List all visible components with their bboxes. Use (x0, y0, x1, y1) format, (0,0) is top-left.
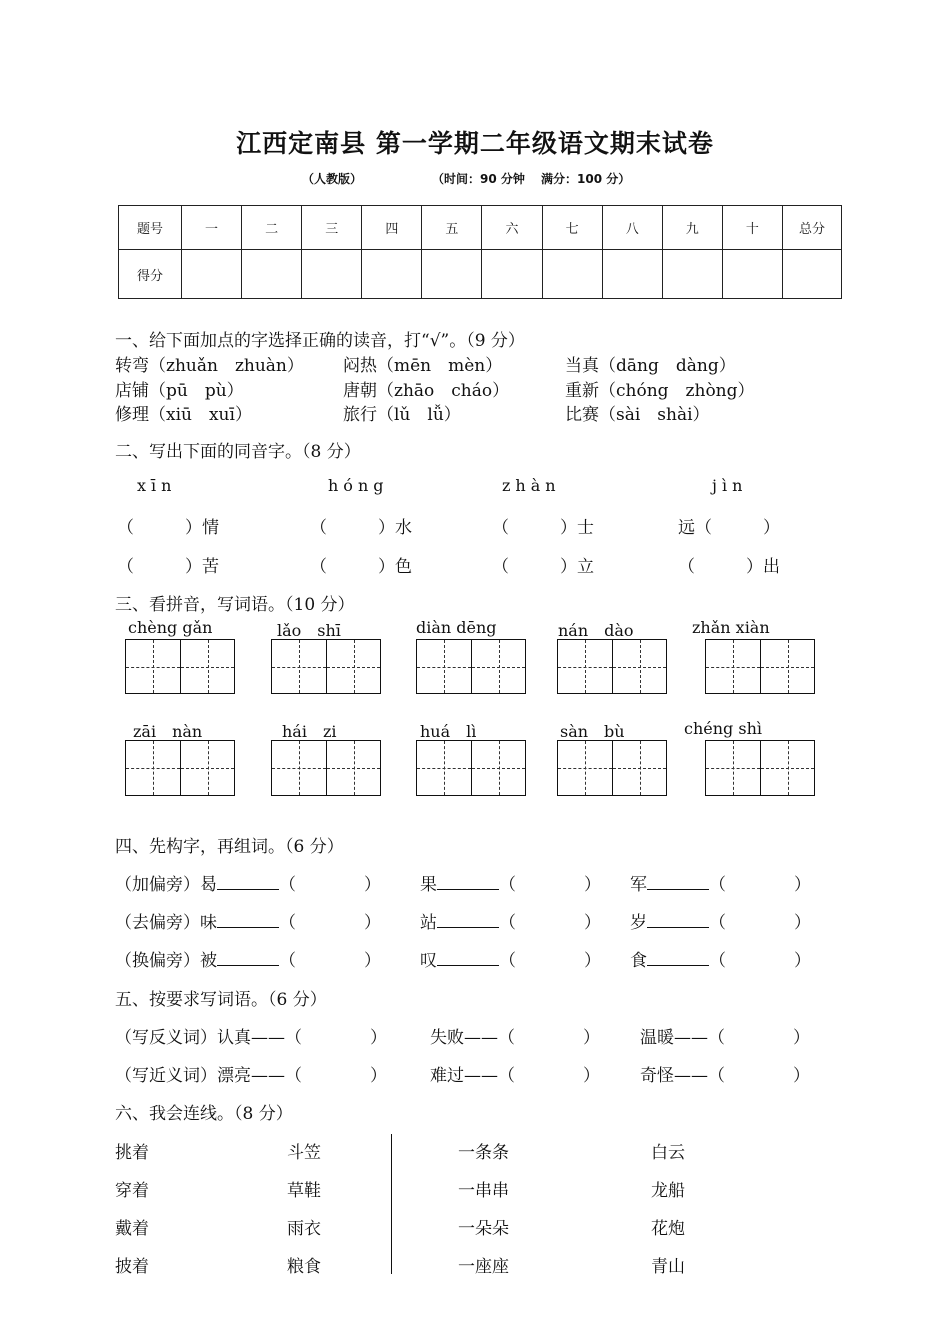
writing-grid[interactable] (557, 639, 667, 694)
pinyin-label: hóng (328, 476, 389, 495)
answer-blank[interactable] (647, 873, 709, 890)
compose-row (115, 870, 381, 895)
page-title: 江西定南县 第一学期二年级语文期末试卷 (236, 129, 714, 158)
compose-row (420, 870, 601, 895)
compose-row (115, 946, 381, 971)
score-cell[interactable] (482, 250, 542, 299)
score-table (118, 205, 842, 299)
compose-row (420, 908, 601, 933)
compose-row (630, 870, 811, 895)
table-header: 二 (242, 206, 302, 250)
writing-grid[interactable] (125, 740, 235, 796)
reading-option[interactable]: 重新（chóng zhòng） (565, 381, 755, 401)
compose-char: 食 (630, 951, 647, 971)
score-table-header-row (119, 206, 842, 250)
match-item[interactable]: 穿着 (115, 1181, 149, 1201)
table-header: 三 (302, 206, 362, 250)
writing-grid[interactable] (416, 740, 526, 796)
answer-blank[interactable] (437, 949, 499, 966)
compose-char: 军 (630, 875, 647, 895)
score-cell[interactable] (662, 250, 722, 299)
answer-blank[interactable] (217, 949, 279, 966)
pinyin-label: diàn dēng (416, 618, 497, 637)
answer-paren[interactable]: （ ） (709, 875, 811, 895)
answer-paren[interactable]: （ ） (709, 913, 811, 933)
table-header: 九 (662, 206, 722, 250)
score-cell[interactable] (783, 250, 842, 299)
match-item[interactable]: 花炮 (651, 1219, 685, 1239)
answer-paren[interactable]: （ ） (499, 913, 601, 933)
match-item[interactable]: 青山 (651, 1257, 685, 1277)
reading-option[interactable]: 当真（dāng dàng） (565, 356, 736, 376)
score-row-label: 得分 (119, 250, 182, 299)
answer-paren[interactable]: （ ） (499, 875, 601, 895)
reading-option[interactable]: 唐朝（zhāo cháo） (343, 381, 510, 401)
time-score-label: （时间：90 分钟 满分：100 分） (432, 172, 631, 186)
score-cell[interactable] (422, 250, 482, 299)
score-cell[interactable] (362, 250, 422, 299)
compose-char: 果 (420, 875, 437, 895)
match-item[interactable]: 一串串 (458, 1181, 509, 1201)
section-4-heading: 四、先构字，再组词。（6 分） (115, 837, 344, 857)
homophone-blank[interactable]: （ ）出 (678, 557, 780, 577)
table-header: 八 (602, 206, 662, 250)
score-cell[interactable] (182, 250, 242, 299)
answer-blank[interactable] (437, 911, 499, 928)
compose-label: （换偏旁）被 (115, 951, 217, 971)
answer-paren[interactable]: （ ） (279, 913, 381, 933)
writing-grid[interactable] (125, 639, 235, 694)
section-6-heading: 六、我会连线。（8 分） (115, 1104, 293, 1124)
homophone-blank[interactable]: （ ）情 (117, 518, 219, 538)
answer-paren[interactable]: （ ） (709, 951, 811, 971)
compose-row (630, 908, 811, 933)
pinyin-label: hái zi (282, 722, 337, 741)
match-item[interactable]: 草鞋 (287, 1181, 321, 1201)
homophone-blank[interactable]: （ ）立 (492, 557, 594, 577)
reading-option[interactable]: 闷热（mēn mèn） (343, 356, 503, 376)
match-item[interactable]: 挑着 (115, 1143, 149, 1163)
pinyin-label: chéng shì (684, 719, 762, 738)
homophone-blank[interactable]: （ ）士 (492, 518, 594, 538)
homophone-blank[interactable]: 远（ ） (678, 518, 780, 538)
pinyin-label: chèng gǎn (128, 618, 213, 637)
answer-blank[interactable] (217, 911, 279, 928)
match-item[interactable]: 龙船 (651, 1181, 685, 1201)
table-header: 六 (482, 206, 542, 250)
pinyin-label: nán dào (558, 621, 634, 640)
score-cell[interactable] (602, 250, 662, 299)
column-divider (391, 1134, 392, 1274)
pinyin-label: sàn bù (560, 722, 625, 741)
word-blank[interactable]: （写近义词）漂亮——（ ） (115, 1066, 387, 1086)
reading-option[interactable]: 修理（xiū xuī） (115, 405, 252, 425)
compose-label: （加偏旁）曷 (115, 875, 217, 895)
writing-grid[interactable] (705, 740, 815, 796)
answer-paren[interactable]: （ ） (279, 875, 381, 895)
pinyin-label: lǎo shī (277, 621, 341, 640)
pinyin-label: zāi nàn (133, 722, 203, 741)
match-item[interactable]: 戴着 (115, 1219, 149, 1239)
score-cell[interactable] (302, 250, 362, 299)
score-cell[interactable] (542, 250, 602, 299)
pinyin-label: zhàn (502, 476, 561, 495)
reading-option[interactable]: 旅行（lǔ lǚ） (343, 405, 461, 425)
match-item[interactable]: 粮食 (287, 1257, 321, 1277)
writing-grid[interactable] (271, 740, 381, 796)
answer-paren[interactable]: （ ） (279, 951, 381, 971)
table-header: 总分 (783, 206, 842, 250)
pinyin-label: zhǎn xiàn (692, 618, 770, 637)
homophone-blank[interactable]: （ ）水 (310, 518, 412, 538)
match-item[interactable]: 披着 (115, 1257, 149, 1277)
match-item[interactable]: 一朵朵 (458, 1219, 509, 1239)
pinyin-label: huá lì (420, 722, 477, 741)
match-item[interactable]: 斗笠 (287, 1143, 321, 1163)
score-cell[interactable] (242, 250, 302, 299)
word-blank[interactable]: 奇怪——（ ） (640, 1066, 810, 1086)
table-header: 七 (542, 206, 602, 250)
match-item[interactable]: 一座座 (458, 1257, 509, 1277)
answer-paren[interactable]: （ ） (499, 951, 601, 971)
answer-blank[interactable] (217, 873, 279, 890)
table-header: 四 (362, 206, 422, 250)
word-blank[interactable]: 失败——（ ） (430, 1028, 600, 1048)
section-5-heading: 五、按要求写词语。（6 分） (115, 990, 327, 1010)
compose-row (630, 946, 811, 971)
edition-label: （人教版） (302, 172, 363, 186)
match-item[interactable]: 白云 (651, 1143, 685, 1163)
homophone-blank[interactable]: （ ）色 (310, 557, 412, 577)
writing-grid[interactable] (557, 740, 667, 796)
reading-option[interactable]: 转弯（zhuǎn zhuàn） (115, 356, 304, 376)
answer-blank[interactable] (647, 949, 709, 966)
compose-char: 站 (420, 913, 437, 933)
compose-char: 岁 (630, 913, 647, 933)
writing-grid[interactable] (705, 639, 815, 694)
match-item[interactable]: 雨衣 (287, 1219, 321, 1239)
word-blank[interactable]: 温暖——（ ） (640, 1028, 810, 1048)
word-blank[interactable]: 难过——（ ） (430, 1066, 600, 1086)
table-header: 五 (422, 206, 482, 250)
compose-char: 叹 (420, 951, 437, 971)
writing-grid[interactable] (416, 639, 526, 694)
score-cell[interactable] (722, 250, 782, 299)
pinyin-label: jìn (712, 476, 748, 495)
reading-option[interactable]: 比赛（sài shài） (565, 405, 710, 425)
homophone-blank[interactable]: （ ）苦 (117, 557, 219, 577)
section-3-heading: 三、看拼音，写词语。（10 分） (115, 595, 355, 615)
compose-row (115, 908, 381, 933)
reading-option[interactable]: 店铺（pū pù） (115, 381, 244, 401)
pinyin-label: xīn (137, 476, 177, 495)
match-item[interactable]: 一条条 (458, 1143, 509, 1163)
section-2-heading: 二、写出下面的同音字。（8 分） (115, 442, 361, 462)
compose-label: （去偏旁）味 (115, 913, 217, 933)
score-row (119, 250, 842, 299)
answer-blank[interactable] (647, 911, 709, 928)
word-blank[interactable]: （写反义词）认真——（ ） (115, 1028, 387, 1048)
table-header: 十 (722, 206, 782, 250)
answer-blank[interactable] (437, 873, 499, 890)
table-header: 题号 (119, 206, 182, 250)
table-header: 一 (182, 206, 242, 250)
compose-row (420, 946, 601, 971)
writing-grid[interactable] (271, 639, 381, 694)
section-1-heading: 一、给下面加点的字选择正确的读音，打“√”。（9 分） (115, 331, 525, 351)
